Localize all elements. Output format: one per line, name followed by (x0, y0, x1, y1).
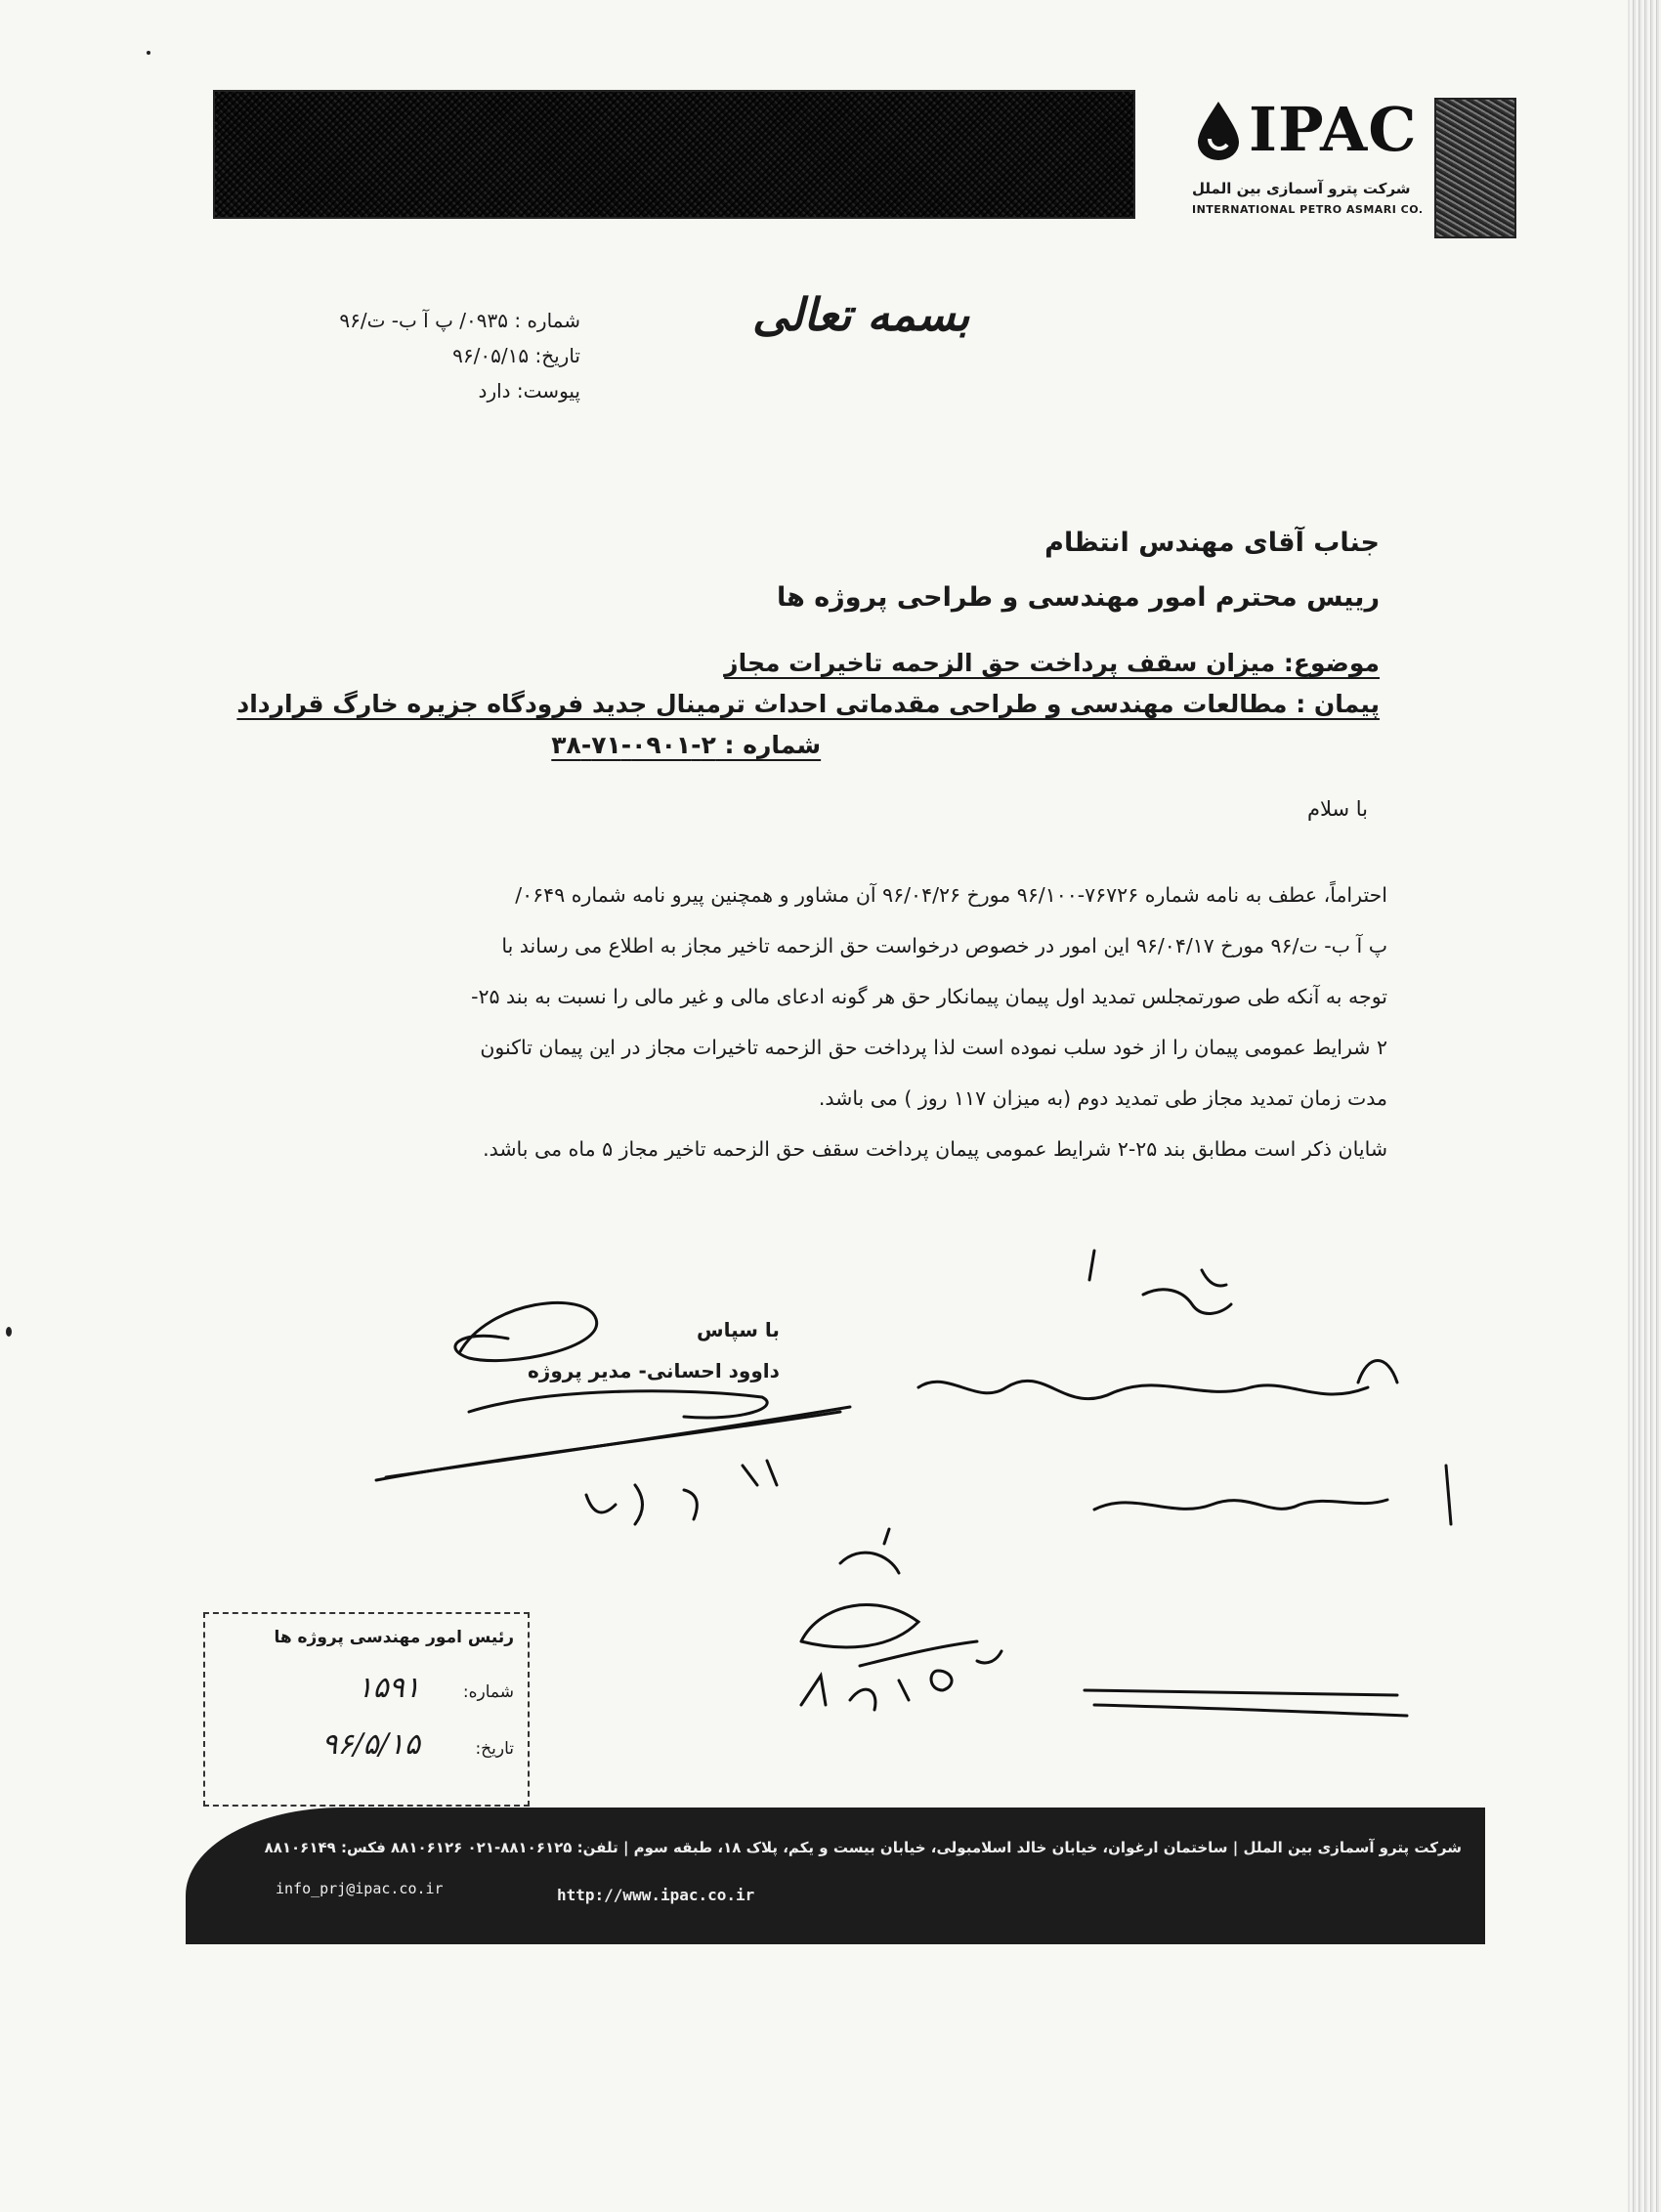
scan-speck (147, 51, 150, 55)
signature-block (528, 1309, 780, 1391)
addressee (777, 516, 1380, 625)
company-name-en: INTERNATIONAL PETRO ASMARI CO. (1192, 203, 1424, 216)
oil-drop-icon (1194, 100, 1243, 160)
letterhead-block (1434, 98, 1516, 238)
stamp-date-label: تاریخ: (475, 1739, 514, 1759)
letter-date: تاریخ: ۹۶/۰۵/۱۵ (452, 344, 580, 367)
stamp-title: رئیس امور مهندسی پروژه ها (274, 1628, 514, 1647)
subject-block (236, 643, 1380, 766)
handwritten-note (1094, 1466, 1451, 1524)
underline-stroke (1085, 1690, 1397, 1695)
signature-stroke (386, 1407, 850, 1477)
body-line: ۲ شرایط عمومی پیمان را از خود سلب نموده است لذا پرداخت حق الزحمه تاخیرات مجاز در این پیمان تاکنون (480, 1036, 1387, 1059)
body-line: پ آ ب- ت/۹۶ مورخ ۹۶/۰۴/۱۷ این امور در خصوص درخواست حق الزحمه تاخیر مجاز به اطلاع می رساند با (501, 934, 1387, 957)
stamp-date-value: ۹۶/۵/۱۵ (321, 1727, 420, 1762)
scan-speck (6, 1327, 12, 1337)
footer-address: شرکت پترو آسمازی بین الملل | ساختمان ارغوان، خیابان خالد اسلامبولی، خیابان بیست و یکم، پلاک ۱۸، طبقه سوم | تلفن: ۸۸۱۰۶۱۲۵-۰۲۱ ۸۸۱۰۶۱۲۶ فکس: ۸۸۱۰۶۱۴۹ (264, 1839, 1462, 1856)
handwritten-note (1089, 1251, 1231, 1313)
stamp-number-label: شماره: (462, 1682, 514, 1702)
body-line: شایان ذکر است مطابق بند ۲۵-۲ شرایط عمومی پیمان پرداخت سقف حق الزحمه تاخیر مجاز ۵ ماه می باشد. (483, 1137, 1387, 1161)
handwritten-date (801, 1651, 1001, 1710)
footer-email: info_prj@ipac.co.ir (276, 1880, 444, 1897)
handwritten-line (1094, 1705, 1407, 1716)
letter-body (293, 870, 1387, 1174)
subject-line: موضوع: میزان سقف پرداخت حق الزحمه تاخیرات مجاز (724, 649, 1380, 677)
handwritten-approval (840, 1529, 899, 1573)
body-line: مدت زمان تمدید مجاز طی تمدید دوم (به میزان ۱۱۷ روز ) می باشد. (818, 1086, 1387, 1110)
company-logo (1172, 90, 1424, 236)
letter-attachment: پیوست: دارد (478, 379, 580, 403)
letter-footer (186, 1808, 1485, 1944)
signature-stroke (376, 1412, 840, 1480)
letter-number: شماره : ۰۹۳۵/ پ آ ب- ت/۹۶ (339, 309, 580, 332)
contract-line: پیمان : مطالعات مهندسی و طراحی مقدماتی احداث ترمینال جدید فرودگاه جزیره خارگ قرارداد (236, 690, 1380, 718)
letter-meta (339, 303, 580, 408)
signatory-name: داوود احسانی- مدیر پروژه (528, 1359, 780, 1382)
handwritten-note (918, 1361, 1397, 1399)
handwritten-approval (801, 1605, 977, 1666)
contract-number: شماره : ۲-۰۹۰۱-۷۱-۳۸ (551, 731, 822, 759)
scan-edge (1628, 0, 1661, 2212)
logo-text: IPAC (1249, 94, 1418, 165)
letterhead-band (213, 90, 1135, 219)
body-line: احتراماً، عطف به نامه شماره ۷۶۷۲۶-۹۶/۱۰۰ مورخ ۹۶/۰۴/۲۶ آن مشاور و همچنین پیرو نامه شماره ۰۶۴۹/ (515, 883, 1387, 907)
addressee-title: رییس محترم امور مهندسی و طراحی پروژه ها (776, 582, 1380, 613)
stamp-number-value: ۱۵۹۱ (357, 1671, 420, 1705)
bismillah-heading: بسمه تعالی (752, 288, 970, 341)
company-name-fa: شرکت پترو آسمازی بین الملل (1192, 180, 1411, 197)
body-line: توجه به آنکه طی صورتمجلس تمدید اول پیمان پیمانکار حق هر گونه ادعای مالی و غیر مالی را نسبت به بند ۲۵- (471, 985, 1387, 1008)
greeting: با سلام (1306, 797, 1368, 821)
footer-website: http://www.ipac.co.ir (557, 1886, 755, 1904)
signature-scribble (469, 1391, 767, 1418)
signature-regards: با سپاس (696, 1318, 780, 1341)
received-stamp (203, 1612, 530, 1807)
handwritten-date (586, 1461, 777, 1524)
addressee-name: جناب آقای مهندس انتظام (1044, 528, 1380, 558)
